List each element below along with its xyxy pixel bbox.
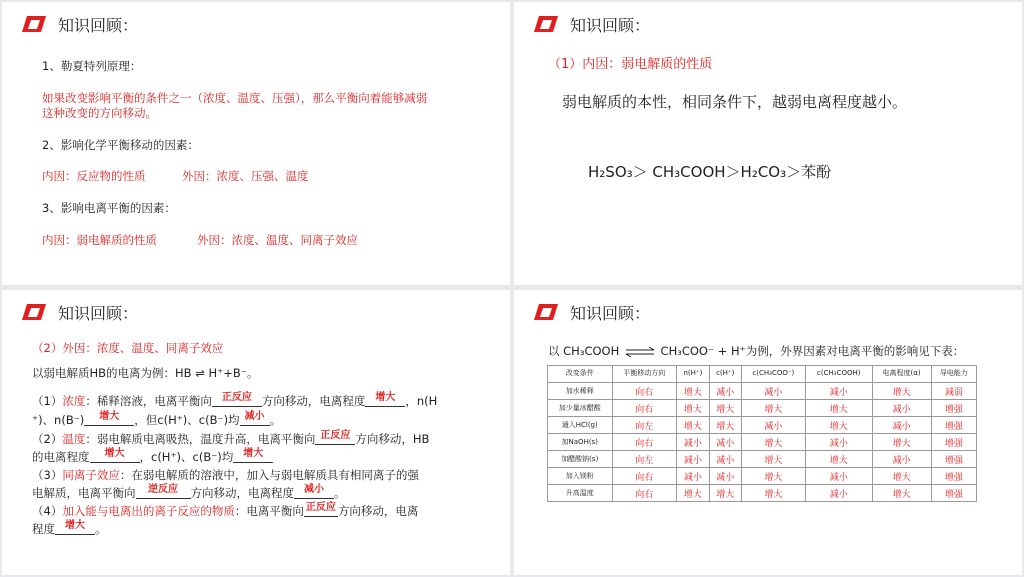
external-factor-ion: 外因：浓度、温度、同离子效应 bbox=[197, 233, 358, 247]
principle-line-2: 这种改变的方向移动。 bbox=[42, 106, 157, 120]
table-cell: 增大 bbox=[677, 485, 710, 502]
table-cell: 减弱 bbox=[931, 383, 976, 400]
table-row bbox=[548, 468, 977, 485]
table-cell: 向右 bbox=[612, 468, 677, 485]
panel-title: 知识回顾： bbox=[570, 304, 651, 323]
row-condition: 升高温度 bbox=[548, 485, 613, 502]
table-cell: 增大 bbox=[709, 417, 741, 434]
line-6: 电解质，电离平衡向 逆反应 方向移动，电离程度 减小 。 bbox=[32, 484, 346, 500]
slide-panel-2 bbox=[514, 2, 1022, 285]
table-cell: 增大 bbox=[741, 451, 805, 468]
table-cell: 向右 bbox=[612, 383, 677, 400]
table-cell: 减小 bbox=[709, 434, 741, 451]
table-cell: 减小 bbox=[806, 383, 873, 400]
internal-factor-ion: 内因：弱电解质的性质 bbox=[42, 233, 157, 247]
panel-title: 知识回顾： bbox=[58, 304, 139, 323]
row-condition: 通入HCl(g) bbox=[548, 417, 613, 434]
line-3: （2）温度：弱电解质电离吸热，温度升高，电离平衡向 正反应 方向移动，HB bbox=[32, 430, 430, 446]
table-intro: 以 CH₃COOH CH₃COO⁻ + H⁺为例，外界因素对电离平衡的影响见下表： bbox=[548, 344, 965, 358]
external-factor: 外因：浓度、压强、温度 bbox=[182, 169, 309, 183]
table-cell: 增大 bbox=[709, 485, 741, 502]
table-cell: 减小 bbox=[677, 434, 710, 451]
title-logo-icon bbox=[534, 14, 558, 34]
principle-line-1: 如果改变影响平衡的条件之一（浓度、温度、压强），那么平衡向着能够减弱 bbox=[42, 91, 428, 105]
table-header-row bbox=[548, 366, 977, 383]
table-cell: 增大 bbox=[872, 468, 931, 485]
table-cell: 增强 bbox=[931, 485, 976, 502]
table-cell: 减小 bbox=[872, 451, 931, 468]
equilibrium-arrow-icon bbox=[625, 347, 655, 357]
internal-factor: 内因：反应物的性质 bbox=[42, 169, 146, 183]
slide-panel-1 bbox=[2, 2, 510, 285]
table-cell: 增强 bbox=[931, 417, 976, 434]
item-2: 2、影响化学平衡移动的因素： bbox=[42, 138, 199, 152]
title-logo-icon bbox=[22, 14, 46, 34]
table-cell: 增大 bbox=[872, 383, 931, 400]
table-cell: 增强 bbox=[931, 434, 976, 451]
table-cell: 增强 bbox=[931, 468, 976, 485]
table-cell: 增大 bbox=[872, 434, 931, 451]
table-cell: 增大 bbox=[741, 485, 805, 502]
table-cell: 增大 bbox=[741, 434, 805, 451]
table-row bbox=[548, 383, 977, 400]
table-cell: 减小 bbox=[872, 400, 931, 417]
table-row bbox=[548, 485, 977, 502]
table-cell: 增大 bbox=[741, 400, 805, 417]
table-row bbox=[548, 417, 977, 434]
acid-order: H₂SO₃＞ CH₃COOH＞H₂CO₃＞苯酚 bbox=[588, 163, 832, 181]
row-condition: 加醋酸钠(s) bbox=[548, 451, 613, 468]
line-1: （1）浓度：稀释溶液，电离平衡向 正反应 方向移动，电离程度 增大 ，n(H bbox=[32, 392, 438, 408]
table-cell: 减小 bbox=[677, 451, 710, 468]
row-condition: 加水稀释 bbox=[548, 383, 613, 400]
table-cell: 增大 bbox=[677, 383, 710, 400]
table-cell: 减小 bbox=[806, 485, 873, 502]
table-cell: 增大 bbox=[806, 417, 873, 434]
line-2: ⁺)、n(B⁻) 增大 ，但c(H⁺)、c(B⁻)均 减小 。 bbox=[32, 411, 282, 427]
row-condition: 加NaOH(s) bbox=[548, 434, 613, 451]
table-header-cell: n(H⁺) bbox=[677, 366, 710, 383]
row-condition: 加少量冰醋酸 bbox=[548, 400, 613, 417]
table-header-cell: c(H⁺) bbox=[709, 366, 741, 383]
table-cell: 减小 bbox=[709, 451, 741, 468]
table-cell: 减小 bbox=[709, 468, 741, 485]
line-7: （4）加入能与电离出的离子反应的物质：电离平衡向 正反应 方向移动，电离 bbox=[32, 502, 419, 518]
table-cell: 减小 bbox=[709, 383, 741, 400]
table-cell: 增强 bbox=[931, 451, 976, 468]
table-header-cell: 电离程度(α) bbox=[872, 366, 931, 383]
table-cell: 减小 bbox=[806, 468, 873, 485]
table-row bbox=[548, 434, 977, 451]
table-row bbox=[548, 451, 977, 468]
table-header-cell: 平衡移动方向 bbox=[612, 366, 677, 383]
table-cell: 增大 bbox=[709, 400, 741, 417]
table-cell: 增大 bbox=[677, 400, 710, 417]
subtitle: （1）内因：弱电解质的性质 bbox=[548, 57, 713, 72]
title-logo-icon bbox=[534, 302, 558, 322]
table-header-cell: c(CH₃COO⁻) bbox=[741, 366, 805, 383]
panel-title: 知识回顾： bbox=[570, 16, 651, 35]
item-1: 1、勒夏特列原理： bbox=[42, 59, 142, 73]
table-cell: 增大 bbox=[872, 485, 931, 502]
table-cell: 增大 bbox=[741, 468, 805, 485]
table-cell: 增强 bbox=[931, 400, 976, 417]
table-cell: 减小 bbox=[677, 468, 710, 485]
table-cell: 减小 bbox=[872, 417, 931, 434]
table-row bbox=[548, 400, 977, 417]
table-cell: 向右 bbox=[612, 434, 677, 451]
table-header-cell: 改变条件 bbox=[548, 366, 613, 383]
item-3: 3、影响电离平衡的因素： bbox=[42, 201, 176, 215]
panel-title: 知识回顾： bbox=[58, 16, 139, 35]
table-cell: 向左 bbox=[612, 417, 677, 434]
table-cell: 增大 bbox=[677, 417, 710, 434]
slide-panel-4 bbox=[514, 290, 1022, 575]
table-cell: 向右 bbox=[612, 400, 677, 417]
table-cell: 减小 bbox=[741, 383, 805, 400]
table-cell: 向右 bbox=[612, 485, 677, 502]
table-header-cell: 导电能力 bbox=[931, 366, 976, 383]
table-cell: 向左 bbox=[612, 451, 677, 468]
ionization-table bbox=[547, 365, 977, 502]
statement: 弱电解质的本性，相同条件下，越弱电离程度越小。 bbox=[562, 93, 908, 111]
line-4: 的电离程度 增大 ，c(H⁺)、c(B⁻)均 增大 bbox=[32, 449, 273, 465]
intro: 以弱电解质HB的电离为例：HB ⇌ H⁺+B⁻。 bbox=[32, 366, 259, 380]
row-condition: 加入镁粉 bbox=[548, 468, 613, 485]
line-5: （3）同离子效应：在弱电解质的溶液中，加入与弱电解质具有相同离子的强 bbox=[32, 468, 419, 482]
slide-panel-3 bbox=[2, 290, 510, 575]
table-cell: 减小 bbox=[806, 434, 873, 451]
table-header-cell: c(CH₃COOH) bbox=[806, 366, 873, 383]
title-logo-icon bbox=[22, 302, 46, 322]
table-cell: 增大 bbox=[806, 400, 873, 417]
line-8: 程度 增大 。 bbox=[32, 520, 107, 536]
table-cell: 减小 bbox=[741, 417, 805, 434]
table-cell: 增大 bbox=[806, 451, 873, 468]
subtitle: （2）外因：浓度、温度、同离子效应 bbox=[32, 341, 224, 355]
